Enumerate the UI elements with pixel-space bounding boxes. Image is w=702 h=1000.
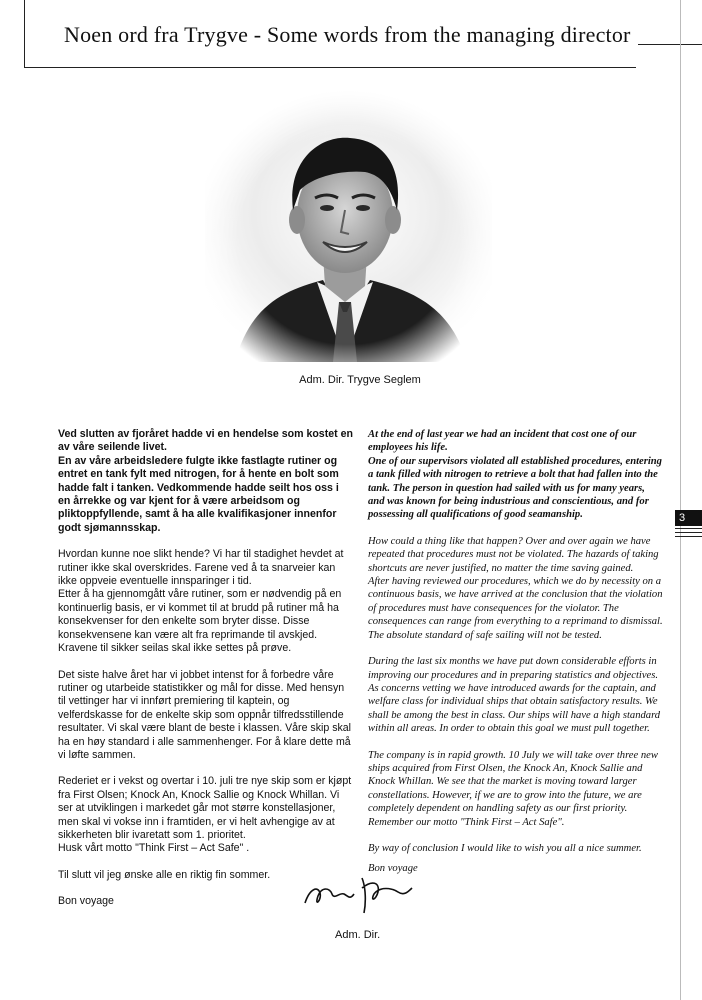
portrait-photo	[205, 90, 492, 362]
norwegian-column	[58, 428, 354, 922]
norwegian-lead-paragraph: Ved slutten av fjoråret hadde vi en hendelse som kostet en av våre seilende livet. En av våre arbeidsledere fulgte ikke fastlagte rutiner og entret en tank fylt med nitrogen, for å hente en bolt som hadde falt i tanken. Vedkommende hadde seilt hos oss i en årrekke og var kjent for å være arbeidsom og pliktoppfyllende, samt å ha alle kvalifikasjoner innenfor godt sjømannsskap.	[58, 428, 353, 534]
page-number: 3	[679, 512, 686, 524]
portrait-illustration	[205, 90, 492, 362]
norwegian-paragraph-1: Hvordan kunne noe slikt hende? Vi har til stadighet hevdet at rutiner ikke skal overskrides. Farene ved å ta snarveier kan ikke oppveie eventuelle innsparinger i tid. Etter å ha gjennomgått våre rutiner, som er nødvendig på en kontinuerlig basis, er vi kommet til at brudd på rutiner må ha konsekvenser for den enkelte som bryter disse. Disse konsekvensene kan være alt fra reprimande til avskjed. Kravene til sikker seilas skal ikke settes på prøve.	[58, 548, 344, 655]
header-left-rule	[24, 0, 25, 67]
header-right-rule	[638, 44, 702, 45]
page-number-tab	[675, 510, 702, 526]
page-title: Noen ord fra Trygve - Some words from the managing director	[64, 22, 631, 47]
photo-caption: Adm. Dir. Trygve Seglem	[299, 374, 421, 386]
english-paragraph-1: How could a thing like that happen? Over and over again we have repeated that procedures must not be violated. The hazards of taking shortcuts are never justified, no matter the time saving gained. After having reviewed our procedures, which we do by necessity on a continuous basis, we have arrived at the conclusion that the violation of procedures must have consequences for the violator. The consequences can range from everything to a reprimand to dismissal. The absolute standard of safe sailing will not be tested.	[368, 535, 663, 641]
english-paragraph-3: The company is in rapid growth. 10 July we will take over three new ships acquired from First Olsen, the Knock An, Knock Sallie and Knock Whillan. We see that the market is moving toward larger constellations. However, if we are to grow into the future, we are completely dependent on handling safety as our first priority. Remember our motto "Think First – Act Safe".	[368, 749, 658, 828]
norwegian-paragraph-2: Det siste halve året har vi jobbet intenst for å forbedre våre rutiner og utarbeide statistikker og mål for disse. Med hensyn til vettinger har vi innført premiering til kaptein, og velferdskasse for de enkelte skip som oppnår tilfredsstillende resultater. Vi skal være blant de beste i klassen. Våre skip skal ha en høy standard i alle sammenhenger. For å klare dette må vi løfte sammen.	[58, 668, 352, 761]
signature-title: Adm. Dir.	[335, 929, 381, 941]
english-column	[368, 428, 664, 889]
norwegian-paragraph-4: Til slutt vil jeg ønske alle en riktig fin sommer.	[58, 868, 271, 881]
page-tab-rules	[675, 528, 702, 540]
header-bottom-rule	[24, 67, 636, 68]
page-edge-line	[680, 0, 681, 1000]
norwegian-paragraph-3: Rederiet er i vekst og overtar i 10. juli tre nye skip som er kjøpt fra First Olsen; Knock An, Knock Sallie og Knock Whillan. Vi ser at utviklingen i markedet går mot større konstellasjoner, men skal vi vokse inn i framtiden, er vi helt avhengige av at sikkerheten blir ivaretatt som 1. prioritet. Husk vårt motto "Think First – Act Safe" .	[58, 775, 352, 855]
norwegian-closing: Bon voyage	[58, 895, 114, 908]
handwritten-signature	[300, 858, 420, 918]
english-paragraph-4: By way of conclusion I would like to wish you all a nice summer.	[368, 842, 642, 854]
english-closing: Bon voyage	[368, 863, 418, 875]
english-lead-paragraph: At the end of last year we had an incident that cost one of our employees his life. One of our supervisors violated all established procedures, entering a tank filled with nitrogen to retrieve a bolt that had fallen into the tank. The person in question had sailed with us for many years, and was known for being industrious and conscientious, and for possessing all qualifications of good seamanship.	[368, 429, 662, 521]
english-paragraph-2: During the last six months we have put down considerable efforts in improving our procedures and in preparing statistics and objectives. As concerns vetting we have introduced awards for the captain, and welfare class for individual ships that obtain satisfactory results. We shall be among the best in class. Our ships will have a high standard within all areas. In order to obtain this goal we must pull together.	[368, 656, 661, 735]
